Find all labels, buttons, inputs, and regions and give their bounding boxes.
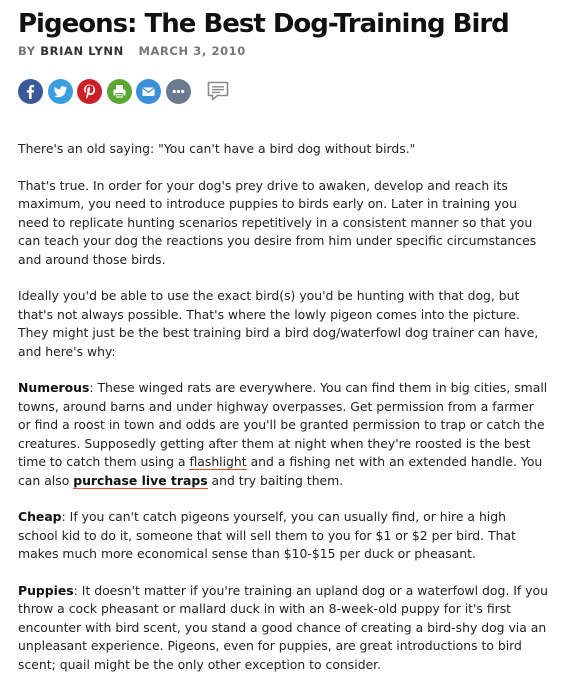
article-body <box>18 140 548 692</box>
more-share-button[interactable] <box>166 79 191 104</box>
puppies-text: : It doesn't matter if you're training an upland dog or a waterfowl dog. If you throw a cock pheasant or mallard duck in with an 8-week-old puppy for it's first encounter with bird scent, you stand a good chance of creating a bird-shy dog via an unpleasant experience. Pigeons, even for puppies, are great introductions to bird scent; quail might be the only other exception to consider. <box>18 582 548 672</box>
paragraph-ideally: Ideally you'd be able to use the exact bird(s) you'd be hunting with that dog, but that's not always possible. That's where the lowly pigeon comes into the picture. They might just be the best training bird a bird dog/waterfowl dog trainer can have, and here's why: <box>18 288 539 359</box>
comments-button[interactable] <box>205 78 231 104</box>
purchase-live-traps-link[interactable]: purchase live traps <box>73 472 208 488</box>
publish-date: MARCH 3, 2010 <box>138 44 246 58</box>
pinterest-icon <box>77 79 102 104</box>
email-icon <box>136 79 161 104</box>
byline <box>18 44 246 58</box>
twitter-share-button[interactable] <box>48 79 73 104</box>
twitter-icon <box>48 79 73 104</box>
paragraph-thats-true: That's true. In order for your dog's prey drive to awaken, develop and reach its maximum, you need to introduce puppies to birds early on. Later in training you need to replicate hunting scenarios repetitively in a consistent manner so that you can teach your dog the reactions you desire from him under specific circumstances and around those birds. <box>18 177 537 267</box>
facebook-icon <box>18 79 43 104</box>
cheap-heading: Cheap <box>18 509 62 524</box>
byline-label: BY <box>18 44 36 58</box>
comment-icon <box>205 78 231 104</box>
paragraph-intro: There's an old saying: "You can't have a bird dog without birds." <box>18 141 416 156</box>
numerous-text-a: : These winged rats are everywhere. You can find them in big cities, small towns, around barns and under highway overpasses. Get permission from a farmer or find a roost in town and odds are you'll be granted permission to trap or catch the creatures. Supposedly getting after them at night when they're roosted is the best time to catch them using a <box>18 380 548 469</box>
print-share-button[interactable] <box>107 79 132 104</box>
article-title: Pigeons: The Best Dog-Training Bird <box>18 9 509 39</box>
paragraph-numerous <box>18 379 548 490</box>
puppies-heading: Puppies <box>18 582 74 598</box>
more-icon <box>166 79 191 104</box>
share-bar <box>18 77 231 105</box>
numerous-text-c: and try baiting them. <box>207 472 344 488</box>
print-icon <box>107 79 132 104</box>
cheap-text: : If you can't catch pigeons yourself, you can usually find, or hire a high school kid to do it, someone that will sell them to you for $1 or $2 per bird. That makes much more economical sense than $10-$15 per duck or pheasant. <box>18 509 516 561</box>
flashlight-link[interactable]: flashlight <box>189 454 247 469</box>
facebook-share-button[interactable] <box>18 79 43 104</box>
numerous-text-b: and a fishing net with an extended handle. You can also <box>18 454 543 488</box>
paragraph-puppies <box>18 582 548 675</box>
numerous-heading: Numerous <box>18 380 90 395</box>
author-link[interactable]: BRIAN LYNN <box>40 44 124 58</box>
pinterest-share-button[interactable] <box>77 79 102 104</box>
email-share-button[interactable] <box>136 79 161 104</box>
paragraph-cheap <box>18 508 548 564</box>
